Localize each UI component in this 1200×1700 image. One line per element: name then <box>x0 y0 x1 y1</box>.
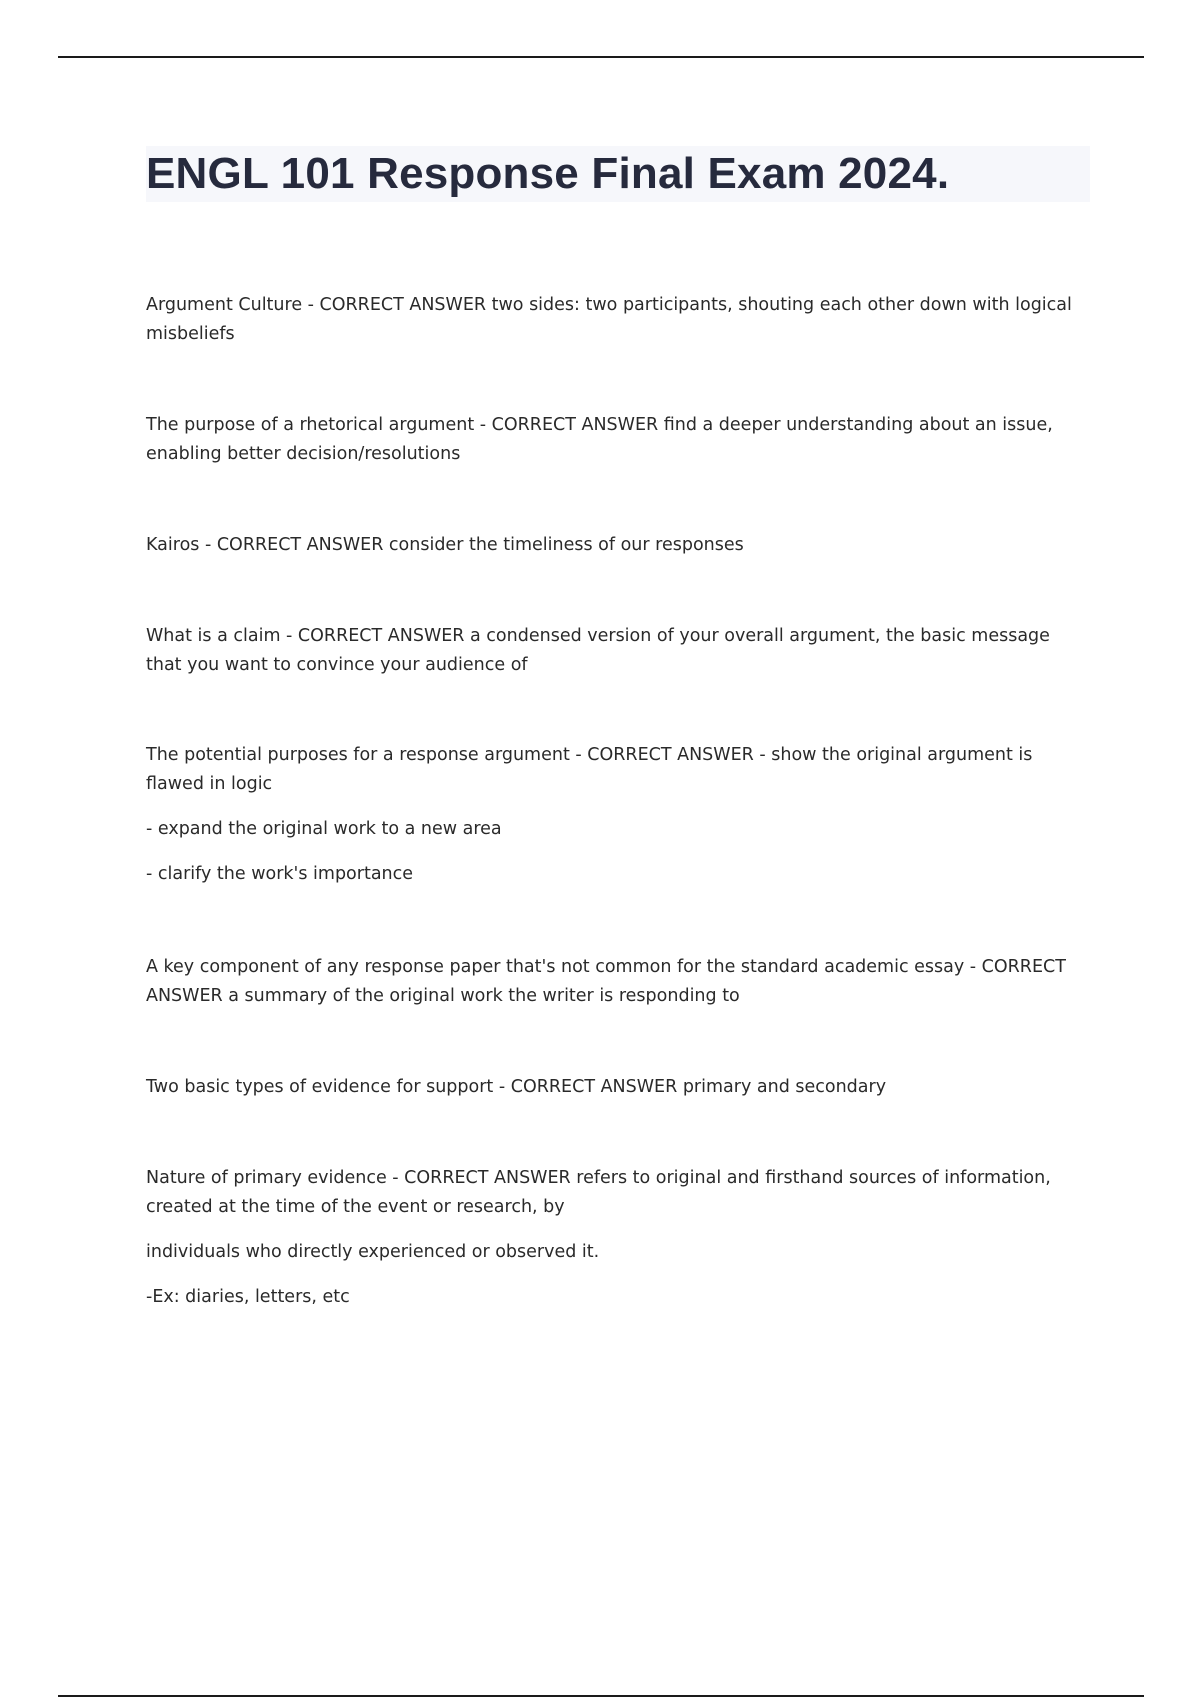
entry-kairos <box>146 531 1086 560</box>
entry-text: The potential purposes for a response argument - CORRECT ANSWER - show the original argument is flawed in logic <box>146 745 1033 794</box>
bottom-rule <box>58 1695 1144 1697</box>
entry-response-purposes <box>146 741 1086 889</box>
entry-key-component <box>146 953 1086 1011</box>
entry-text: Nature of primary evidence - CORRECT ANSWER refers to original and firsthand sources of information, created at the time of the event or research, by <box>146 1168 1051 1217</box>
entry-subline: -Ex: diaries, letters, etc <box>146 1287 350 1307</box>
top-rule <box>58 56 1144 58</box>
entry-subline: - expand the original work to a new area <box>146 819 502 839</box>
entry-text: Two basic types of evidence for support - CORRECT ANSWER primary and secondary <box>146 1077 887 1097</box>
entry-text: What is a claim - CORRECT ANSWER a condensed version of your overall argument, the basic message that you want to convince your audience of <box>146 626 1050 675</box>
entry-subline: individuals who directly experienced or observed it. <box>146 1242 600 1262</box>
entry-rhetorical-purpose <box>146 411 1086 469</box>
entry-claim <box>146 622 1086 680</box>
entry-subline: - clarify the work's importance <box>146 864 414 884</box>
document-title: ENGL 101 Response Final Exam 2024. <box>146 149 950 198</box>
entry-text: A key component of any response paper that's not common for the standard academic essay - CORRECT ANSWER a summary of the original work the writer is responding to <box>146 957 1066 1006</box>
entry-text: Argument Culture - CORRECT ANSWER two sides: two participants, shouting each other down with logical misbeliefs <box>146 295 1072 344</box>
entry-argument-culture <box>146 291 1086 349</box>
entry-text: Kairos - CORRECT ANSWER consider the timeliness of our responses <box>146 535 744 555</box>
entry-evidence-types <box>146 1073 1086 1102</box>
entry-primary-evidence <box>146 1164 1086 1312</box>
entry-text: The purpose of a rhetorical argument - CORRECT ANSWER find a deeper understanding about an issue, enabling better decision/resolutions <box>146 415 1053 464</box>
